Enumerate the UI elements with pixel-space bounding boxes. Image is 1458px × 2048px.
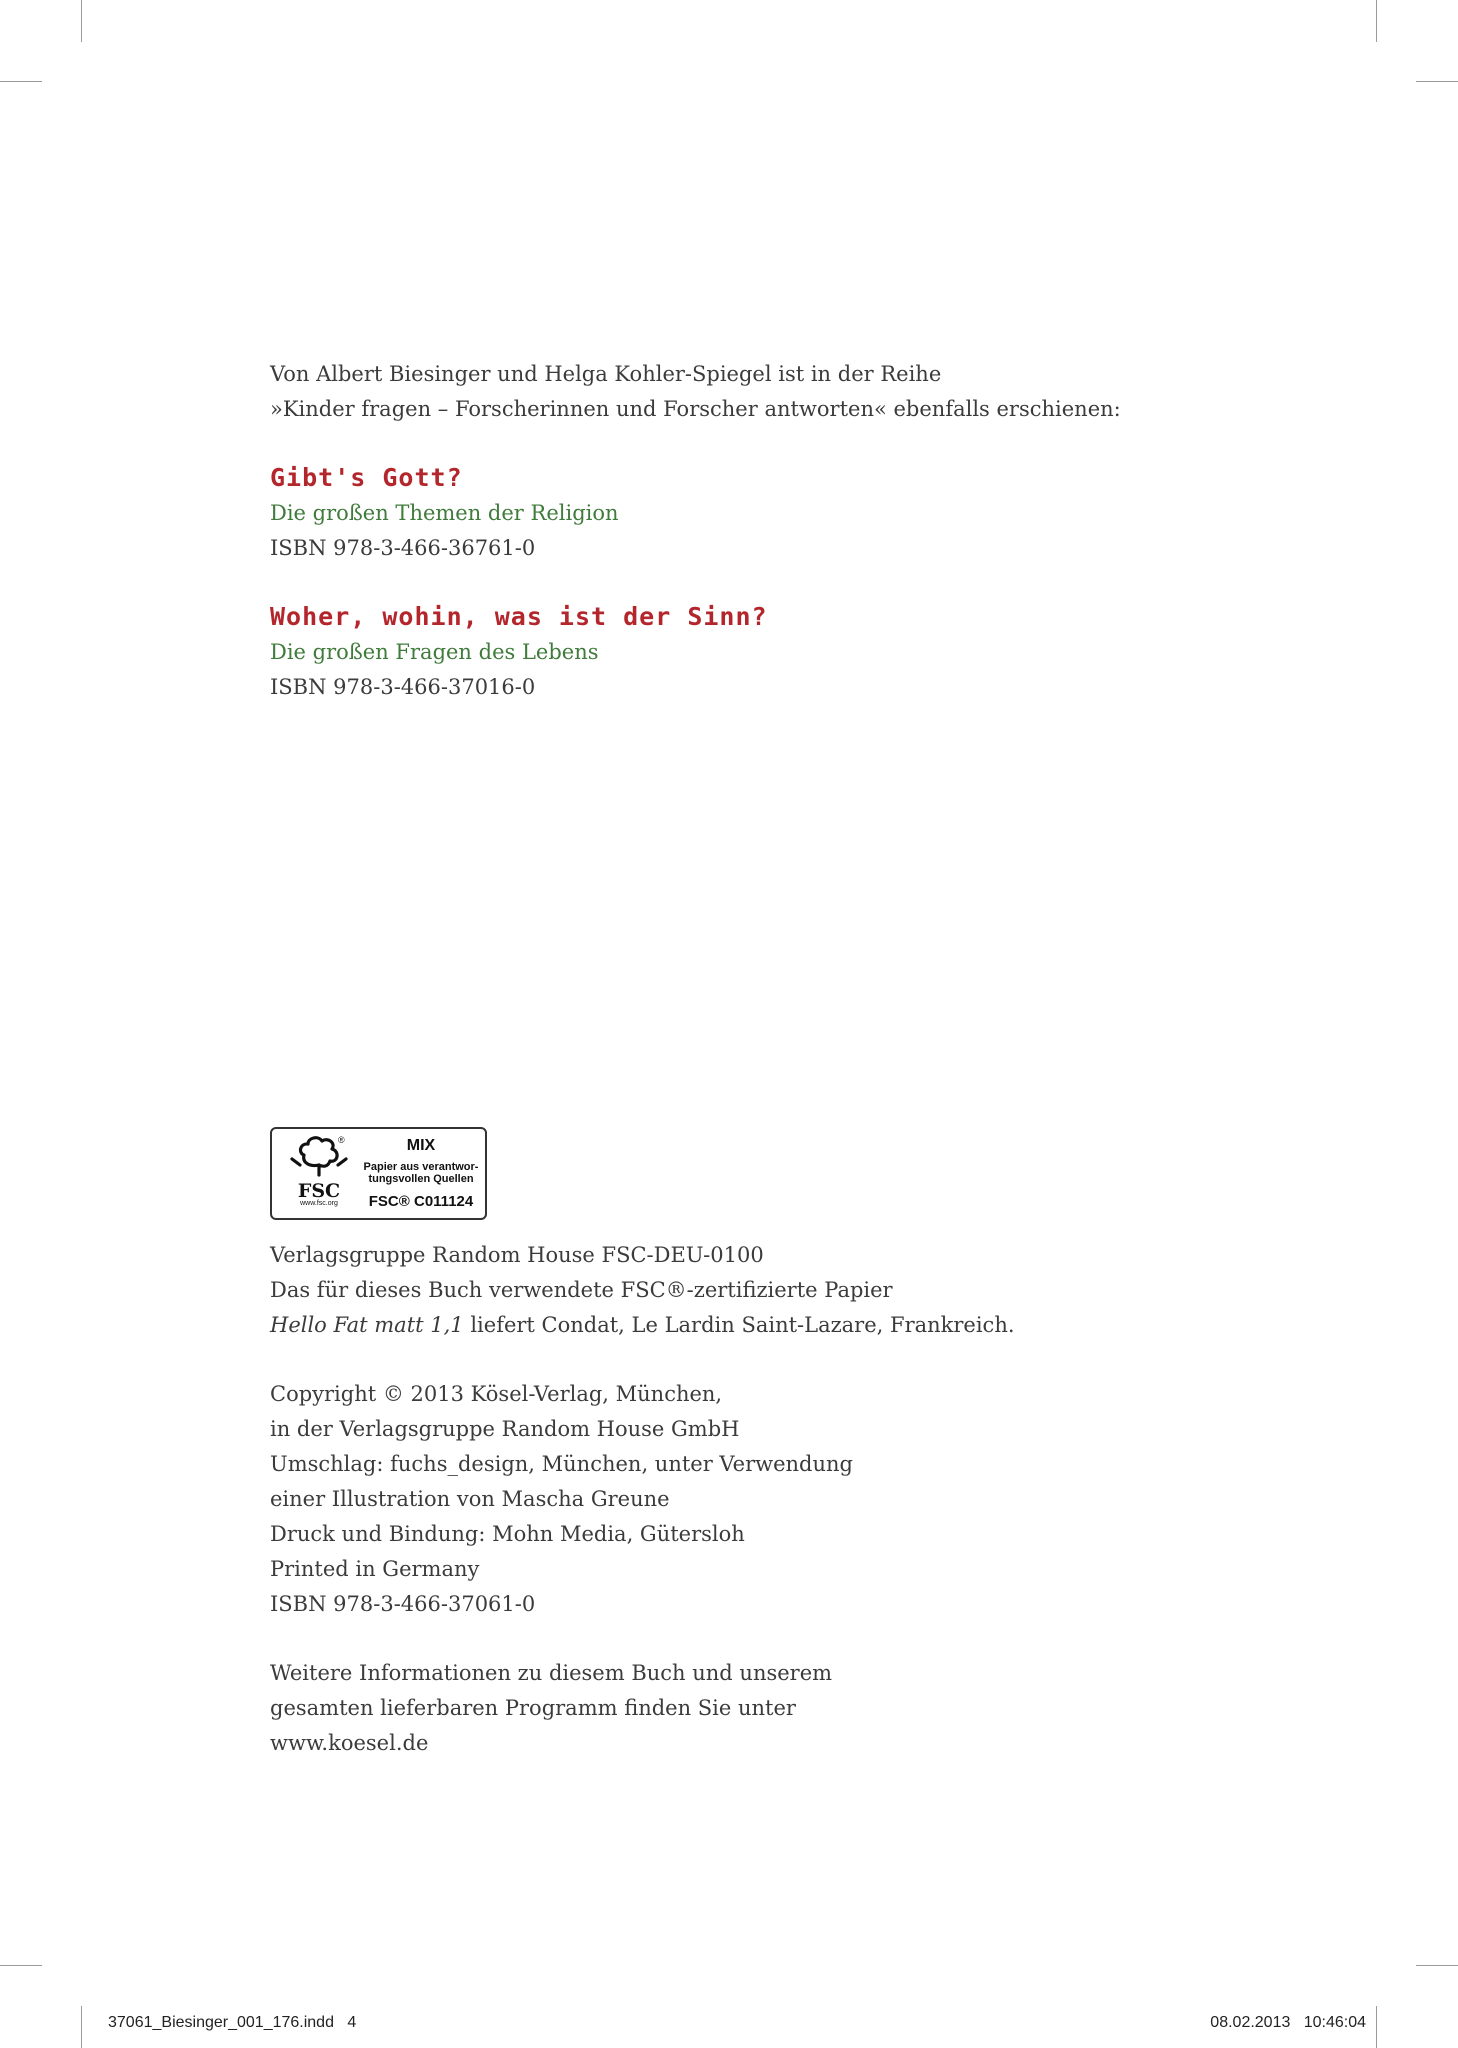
slug-datetime: 08.02.2013 10:46:04 [1210, 2014, 1366, 2031]
paper-line-3 [270, 1308, 1015, 1343]
crop-mark-bottom-right [1376, 2006, 1377, 2048]
crop-mark-top-left-h [0, 81, 42, 82]
crop-mark-bottom-right-h [1416, 1965, 1458, 1966]
paper-line-2: Das für dieses Buch verwendete FSC®-zertifizierte Papier [270, 1278, 893, 1302]
book-subtitle-2: Die großen Fragen des Lebens [270, 640, 599, 664]
fsc-desc [358, 1161, 484, 1185]
fsc-url: www.fsc.org [300, 1200, 338, 1207]
fsc-label [358, 1137, 484, 1210]
copyright-line-7: ISBN 978-3-466-37061-0 [270, 1592, 536, 1616]
intro-line-2: »Kinder fragen – Forscherinnen und Forscher antworten« ebenfalls erschienen: [270, 397, 1121, 421]
copyright-line-2: in der Verlagsgruppe Random House GmbH [270, 1417, 740, 1441]
book-title-1: Gibt's Gott? [270, 463, 463, 492]
copyright-line-6: Printed in Germany [270, 1557, 480, 1581]
crop-mark-top-left [81, 0, 82, 42]
crop-mark-bottom-left-h [0, 1965, 42, 1966]
fsc-mix: MIX [406, 1137, 436, 1154]
series-section [270, 357, 1121, 705]
fsc-tree-mark [280, 1135, 358, 1215]
copyright-line-3: Umschlag: fuchs_design, München, unter Verwendung [270, 1452, 853, 1476]
intro-line-1: Von Albert Biesinger und Helga Kohler-Spiegel ist in der Reihe [270, 362, 942, 386]
book-subtitle-1: Die großen Themen der Religion [270, 501, 619, 525]
paper-line-1: Verlagsgruppe Random House FSC-DEU-0100 [270, 1243, 764, 1267]
website-link[interactable]: www.koesel.de [270, 1731, 429, 1755]
fsc-license-code: FSC® C011124 [368, 1193, 474, 1210]
copyright-line-1: Copyright © 2013 Kösel-Verlag, München, [270, 1382, 723, 1406]
fsc-logo [270, 1127, 487, 1220]
imprint-section [270, 1238, 1015, 1761]
crop-mark-top-right-h [1416, 81, 1458, 82]
fsc-desc-line-1: Papier aus verantwor- [363, 1161, 479, 1173]
fsc-desc-line-2: tungsvollen Quellen [368, 1173, 474, 1185]
info-line-1: Weitere Informationen zu diesem Buch und unserem [270, 1661, 833, 1685]
paper-name: Hello Fat matt 1,1 [270, 1313, 464, 1337]
fsc-registered-mark: ® [338, 1135, 345, 1145]
copyright-line-4: einer Illustration von Mascha Greune [270, 1487, 670, 1511]
paper-supplier: liefert Condat, Le Lardin Saint-Lazare, Frankreich. [463, 1313, 1015, 1337]
fsc-wordmark: FSC [297, 1180, 341, 1202]
crop-mark-bottom-left [81, 2006, 82, 2048]
book-isbn-1: ISBN 978-3-466-36761-0 [270, 536, 536, 560]
crop-mark-top-right [1376, 0, 1377, 42]
info-line-2: gesamten lieferbaren Programm finden Sie unter [270, 1696, 796, 1720]
book-title-2: Woher, wohin, was ist der Sinn? [270, 602, 768, 631]
slug-filename: 37061_Biesinger_001_176.indd 4 [108, 2014, 357, 2031]
book-isbn-2: ISBN 978-3-466-37016-0 [270, 675, 536, 699]
copyright-line-5: Druck und Bindung: Mohn Media, Gütersloh [270, 1522, 745, 1546]
